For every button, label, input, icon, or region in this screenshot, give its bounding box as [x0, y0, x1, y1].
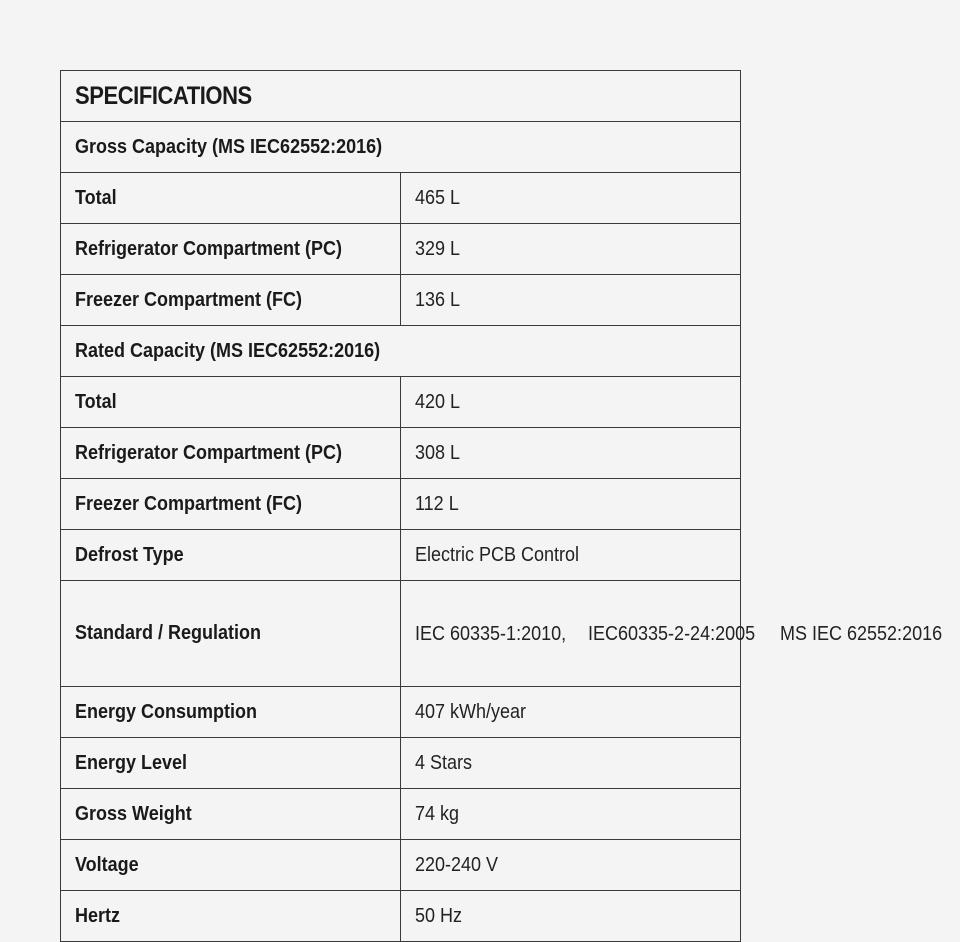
table-row — [61, 840, 741, 891]
rated-freezer-label: Freezer Compartment (FC) — [75, 492, 303, 515]
section-header-row — [61, 122, 741, 173]
standard-value-line-3: MS IEC 62552:2016 — [779, 622, 942, 645]
table-row — [61, 789, 741, 840]
gross-refrigerator-label: Refrigerator Compartment (PC) — [75, 237, 343, 260]
gross-total-label: Total — [75, 186, 117, 209]
row-value — [401, 891, 741, 942]
gross-freezer-value: 136 L — [415, 288, 461, 311]
table-row — [61, 428, 741, 479]
row-label — [61, 738, 401, 789]
standard-value-line-2: IEC60335-2-24:2005 — [588, 622, 756, 645]
row-label — [61, 840, 401, 891]
table-row — [61, 581, 741, 687]
table-row — [61, 479, 741, 530]
rated-total-label: Total — [75, 390, 117, 413]
row-value — [401, 840, 741, 891]
row-label — [61, 789, 401, 840]
defrost-type-value: Electric PCB Control — [415, 543, 580, 566]
hertz-label: Hertz — [75, 904, 121, 927]
table-row — [61, 891, 741, 942]
rated-refrigerator-label: Refrigerator Compartment (PC) — [75, 441, 343, 464]
row-value — [401, 275, 741, 326]
gross-freezer-label: Freezer Compartment (FC) — [75, 288, 303, 311]
row-value — [401, 428, 741, 479]
rated-freezer-value: 112 L — [415, 492, 459, 515]
row-label — [61, 581, 401, 687]
gross-weight-value: 74 kg — [415, 802, 460, 825]
row-value — [401, 687, 741, 738]
row-value — [401, 479, 741, 530]
gross-refrigerator-value: 329 L — [415, 237, 461, 260]
gross-capacity-heading-text: Gross Capacity (MS IEC62552:2016) — [75, 135, 383, 158]
gross-weight-label: Gross Weight — [75, 802, 192, 825]
row-label — [61, 479, 401, 530]
row-label — [61, 530, 401, 581]
row-label — [61, 377, 401, 428]
row-value — [401, 377, 741, 428]
table-row — [61, 377, 741, 428]
energy-consumption-value: 407 kWh/year — [415, 700, 527, 723]
table-row — [61, 224, 741, 275]
section-header-row — [61, 326, 741, 377]
row-label — [61, 224, 401, 275]
rated-capacity-heading-text: Rated Capacity (MS IEC62552:2016) — [75, 339, 381, 362]
table-title: SPECIFICATIONS — [75, 81, 252, 110]
gross-total-value: 465 L — [415, 186, 461, 209]
table-row — [61, 687, 741, 738]
energy-level-label: Energy Level — [75, 751, 188, 774]
title-row — [61, 71, 741, 122]
row-label — [61, 173, 401, 224]
table-row — [61, 738, 741, 789]
hertz-value: 50 Hz — [415, 904, 463, 927]
specifications-table — [60, 70, 942, 942]
row-value — [401, 789, 741, 840]
standard-value-line-1: IEC 60335-1:2010, — [415, 622, 567, 645]
rated-total-value: 420 L — [415, 390, 461, 413]
row-value — [401, 530, 741, 581]
row-value — [401, 173, 741, 224]
standard-regulation-label: Standard / Regulation — [75, 622, 262, 644]
row-label — [61, 275, 401, 326]
row-value — [401, 581, 942, 687]
table-row — [61, 275, 741, 326]
table-row — [61, 530, 741, 581]
table-title-cell — [61, 71, 741, 122]
row-value — [401, 738, 741, 789]
row-label — [61, 891, 401, 942]
row-label — [61, 687, 401, 738]
voltage-label: Voltage — [75, 853, 139, 876]
row-label — [61, 428, 401, 479]
voltage-value: 220-240 V — [415, 853, 499, 876]
energy-level-value: 4 Stars — [415, 751, 473, 774]
gross-capacity-heading — [61, 122, 741, 173]
defrost-type-label: Defrost Type — [75, 543, 184, 566]
rated-refrigerator-value: 308 L — [415, 441, 461, 464]
energy-consumption-label: Energy Consumption — [75, 700, 258, 723]
rated-capacity-heading — [61, 326, 741, 377]
table-row — [61, 173, 741, 224]
row-value — [401, 224, 741, 275]
